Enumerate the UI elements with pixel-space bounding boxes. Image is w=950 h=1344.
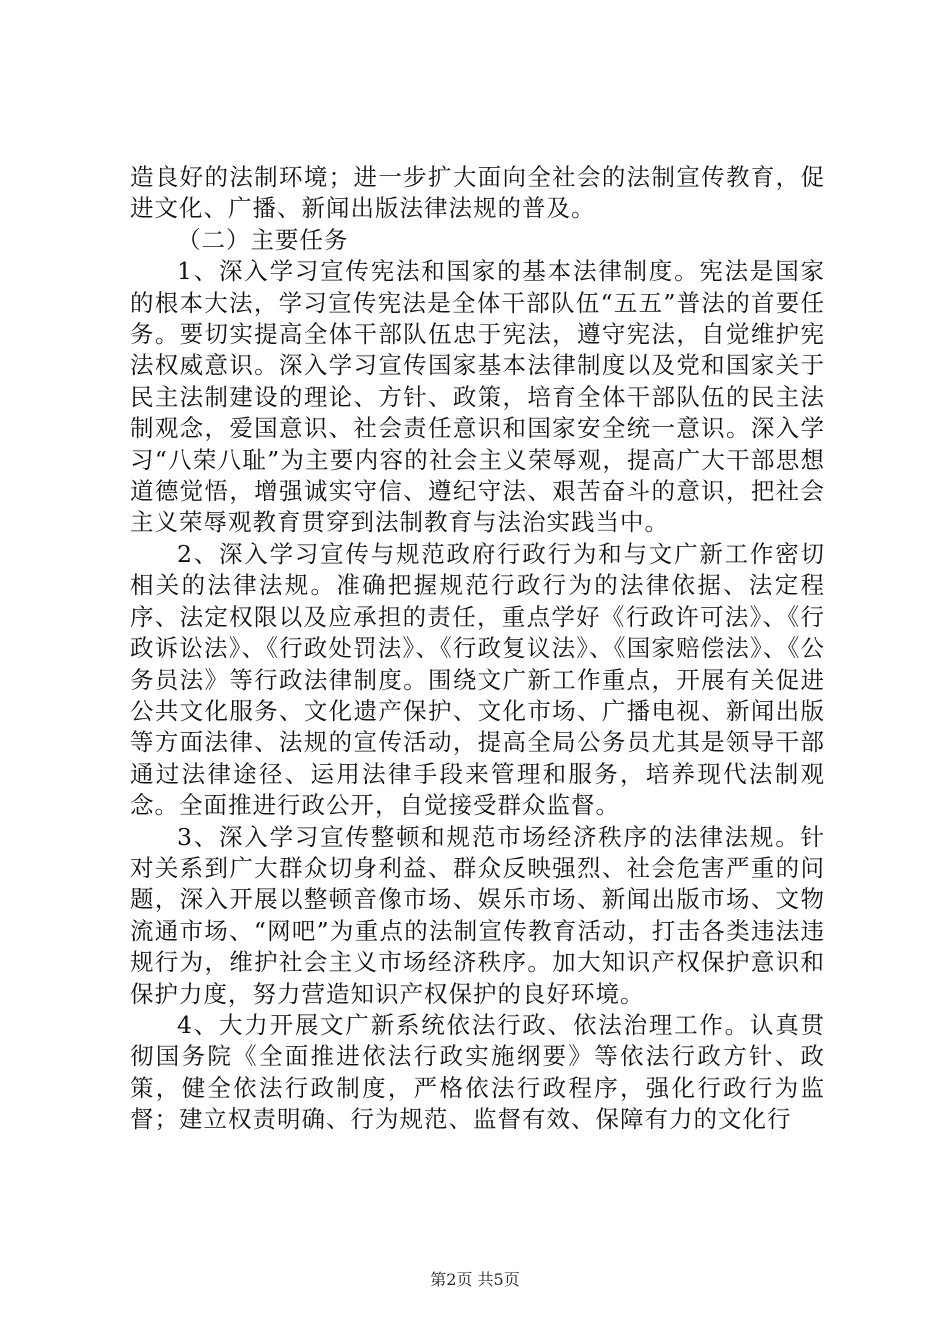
paragraph-intro-continuation: 造良好的法制环境；进一步扩大面向全社会的法制宣传教育，促进文化、广播、新闻出版法律法规的普及。: [130, 163, 825, 223]
paragraph-task-3: 3、深入学习宣传整顿和规范市场经济秩序的法律法规。针对关系到广大群众切身利益、群众反映强烈、社会危害严重的问题，深入开展以整顿音像市场、娱乐市场、新闻出版市场、文物流通市场、“网吧”为重点的法制宣传教育活动，打击各类违法违规行为，维护社会主义市场经济秩序。加大知识产权保护意识和保护力度，努力营造知识产权保护的良好环境。: [130, 822, 825, 1008]
section-heading-main-tasks: （二）主要任务: [177, 225, 349, 254]
paragraph-task-2: 2、深入学习宣传与规范政府行政行为和与文广新工作密切相关的法律法规。准确把握规范行政行为的法律依据、法定程序、法定权限以及应承担的责任，重点学好《行政许可法》、《行政诉讼法》、《行政处罚法》、《行政复议法》、《国家赔偿法》、《公务员法》等行政法律制度。围绕文广新工作重点，开展有关促进公共文化服务、文化遗产保护、文化市场、广播电视、新闻出版等方面法律、法规的宣传活动，提高全局公务员尤其是领导干部通过法律途径、运用法律手段来管理和服务，培养现代法制观念。全面推进行政公开，自觉接受群众监督。: [130, 539, 825, 820]
document-body: [130, 162, 825, 1136]
paragraph-task-1: 1、深入学习宣传宪法和国家的基本法律制度。宪法是国家的根本大法，学习宣传宪法是全体干部队伍“五五”普法的首要任务。要切实提高全体干部队伍忠于宪法，遵守宪法，自觉维护宪法权威意识。深入学习宣传国家基本法律制度以及党和国家关于民主法制建设的理论、方针、政策，培育全体干部队伍的民主法制观念，爱国意识、社会责任意识和国家安全统一意识。深入学习“八荣八耻”为主要内容的社会主义荣辱观，提高广大干部思想道德觉悟，增强诚实守信、遵纪守法、艰苦奋斗的意识，把社会主义荣辱观教育贯穿到法制教育与法治实践当中。: [130, 257, 825, 537]
paragraph-task-4: 4、大力开展文广新系统依法行政、依法治理工作。认真贯彻国务院《全面推进依法行政实施纲要》等依法行政方针、政策，健全依法行政制度，严格依法行政程序，强化行政行为监督；建立权责明确、行为规范、监督有效、保障有力的文化行: [130, 1010, 825, 1134]
page-number-footer: 第2页 共5页: [430, 1270, 520, 1289]
